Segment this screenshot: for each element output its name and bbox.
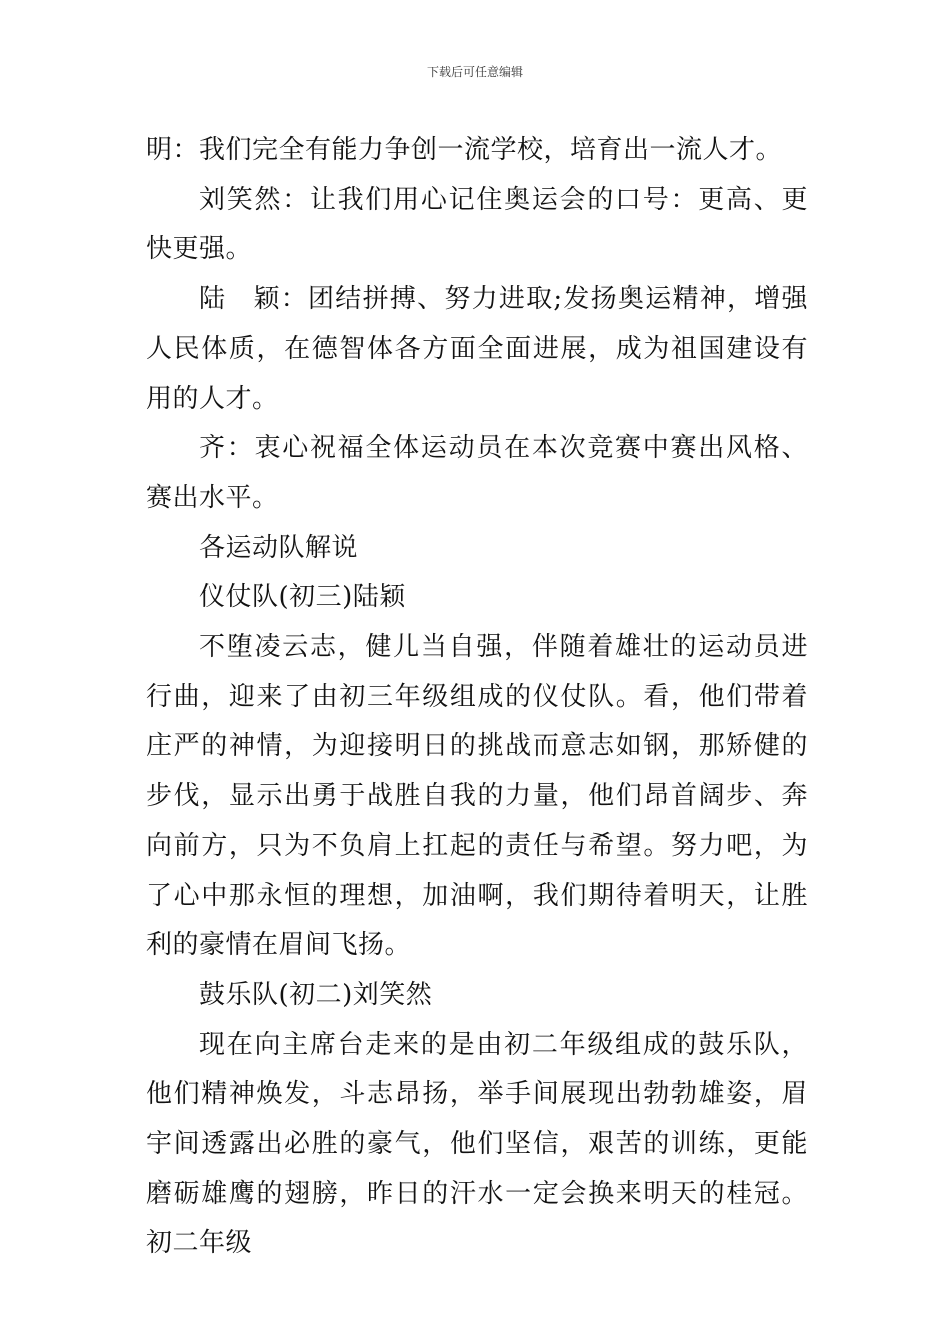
paragraph-2: 刘笑然：让我们用心记住奥运会的口号：更高、更快更强。 [146,184,808,265]
paragraph-3: 陆 颖：团结拼搏、努力进取;发扬奥运精神，增强人民体质，在德智体各方面全面进展，成为祖国建设有用的人才。 [146,284,808,414]
document-body [146,126,808,1269]
paragraph-4: 齐：衷心祝福全体运动员在本次竞赛中赛出风格、赛出水平。 [146,433,808,513]
paragraph-drum-band: 现在向主席台走来的是由初二年级组成的鼓乐队，他们精神焕发，斗志昂扬，举手间展现出勃勃雄姿，眉宇间透露出必胜的豪气，他们坚信，艰苦的训练，更能磨砺雄鹰的翅膀，昨日的汗水一定会换来明天的桂冠。初二年级 [146,1029,808,1259]
subheading-drum-band: 鼓乐队(初二)刘笑然 [199,979,433,1010]
section-heading: 各运动队解说 [199,532,359,563]
paragraph-honor-guard: 不堕凌云志，健儿当自强，伴随着雄壮的运动员进行曲，迎来了由初三年级组成的仪仗队。看，他们带着庄严的神情，为迎接明日的挑战而意志如钢，那矫健的步伐，显示出勇于战胜自我的力量，他们昂首阔步、奔向前方，只为不负肩上扛起的责任与希望。努力吧，为了心中那永恒的理想，加油啊，我们期待着明天，让胜利的豪情在眉间飞扬。 [146,632,808,961]
paragraph-1: 明：我们完全有能力争创一流学校，培育出一流人才。 [146,135,783,165]
page-header: 下载后可任意编辑 [426,65,523,79]
subheading-honor-guard: 仪仗队(初三)陆颖 [199,582,406,613]
